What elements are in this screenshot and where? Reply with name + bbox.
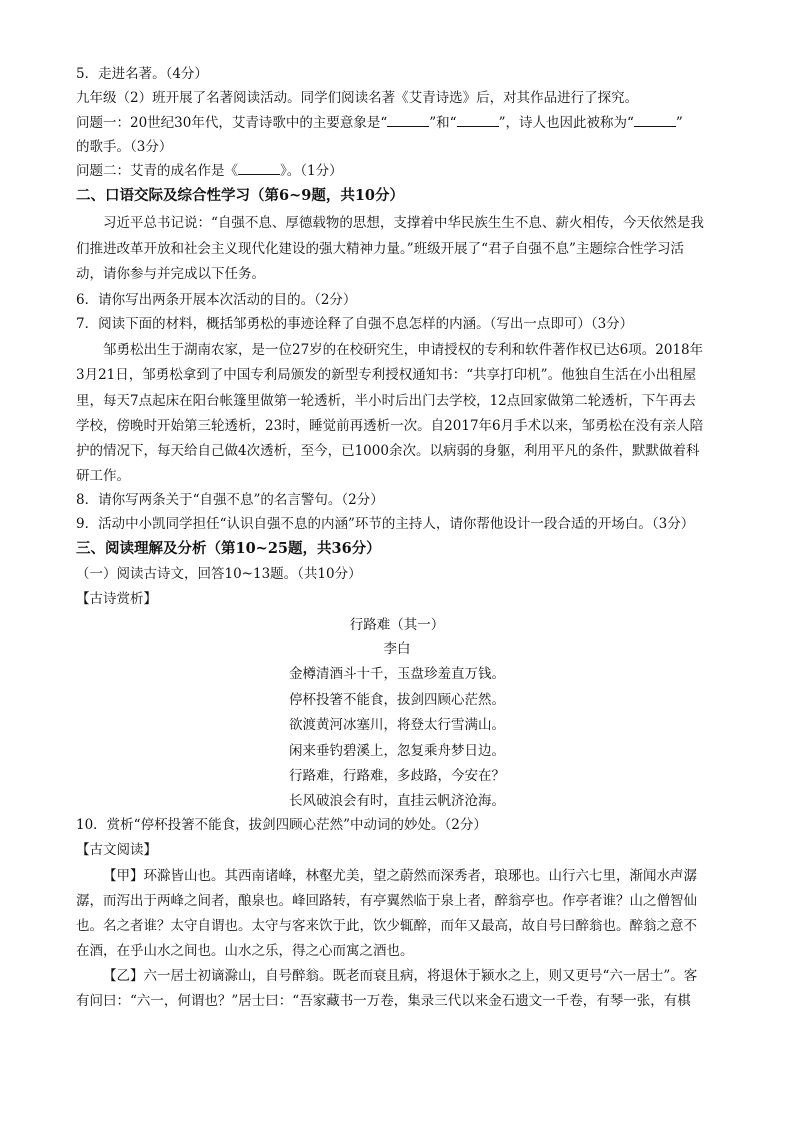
answer-blank-4[interactable] [238, 160, 280, 175]
q5-problem1 [76, 111, 726, 135]
jia-line: 【甲】环滁皆山也。其西南诸峰，林壑尤美，望之蔚然而深秀者，琅琊也。山行六七里，渐闻水声潺 [103, 868, 697, 884]
q7-material-line: 研工作。 [76, 468, 130, 484]
poem-line: 停杯投箸不能食，拔剑四顾心茫然。 [289, 692, 505, 708]
poem-line: 欲渡黄河冰塞川，将登太行雪满山。 [289, 717, 505, 733]
poem-line: 行路难，行路难，多歧路，今安在？ [289, 768, 505, 784]
answer-blank-1[interactable] [387, 112, 429, 127]
q9: 9．活动中小凯同学担任“认识自强不息的内涵”环节的主持人，请你帮他设计一段合适的开场白。（3分） [76, 516, 695, 532]
q7-material-line: 护的情况下，每天给自己做4次透析，至今，已1000余次。以病弱的身躯，利用平凡的条件，默默做着科 [76, 443, 700, 459]
q10: 10．赏析“停杯投箸不能食，拔剑四顾心茫然”中动词的妙处。（2分） [76, 817, 487, 833]
q5-problem1-cont: 的歌手。（3分） [76, 139, 173, 155]
poem-author: 李白 [383, 641, 411, 657]
poem-line: 闲来垂钓碧溪上，忽复乘舟梦日边。 [289, 743, 505, 759]
section3-part1: （一）阅读古诗文，回答10~13题。（共10分） [76, 566, 362, 582]
q5-problem2 [76, 159, 726, 183]
q5-p1-text-a: 问题一：20世纪30年代，艾青诗歌中的主要意象是“ [76, 115, 388, 131]
jia-line: 在酒，在乎山水之间也。山水之乐，得之心而寓之酒也。 [76, 943, 414, 959]
answer-blank-3[interactable] [634, 112, 676, 127]
q7-material-line: 学校，傍晚时开始第三轮透析，23时，睡觉前再透析一次。自2017年6月手术以来，邹勇松在没有亲人陪 [76, 418, 704, 434]
section2-heading: 二、口语交际及综合性学习（第6~9题，共10分） [76, 187, 405, 204]
q7-material-line: 里，每天7点起床在阳台帐篷里做第一轮透析，半小时后出门去学校，12点回家做第二轮透析，下午再去 [76, 393, 696, 409]
poem-title: 行路难（其一） [349, 617, 445, 633]
q5-p1-text-b: ”和“ [429, 115, 457, 131]
section2-intro-line: 习近平总书记说：“自强不息、厚德载物的思想，支撑着中华民族生生不息、薪火相传，今天依然是我 [103, 215, 704, 231]
yi-line: 有问曰：“六一，何谓也？”居士曰：“吾家藏书一万卷，集录三代以来金石遗文一千卷，有琴一张，有棋 [76, 993, 691, 1009]
poem-line: 长风破浪会有时，直挂云帆济沧海。 [289, 793, 505, 809]
q5-p1-text-c: ”，诗人也因此被称为“ [498, 115, 634, 131]
poem-label: 【古诗赏析】 [76, 591, 157, 607]
section2-intro-line: 动，请你参与并完成以下任务。 [76, 266, 265, 282]
prose-label: 【古文阅读】 [76, 842, 157, 858]
poem-line: 金樽清酒斗十千，玉盘珍羞直万钱。 [289, 666, 505, 682]
q5-p2-text-b: 》。（1分） [280, 163, 343, 179]
q5-intro: 九年级（2）班开展了名著阅读活动。同学们阅读名著《艾青诗选》后，对其作品进行了探究。 [76, 90, 639, 106]
q7-material-line: 3月21日，邹勇松拿到了中国专利局颁发的新型专利授权通知书：“共享打印机”。他独自生活在小出租屋 [76, 367, 697, 383]
yi-line: 【乙】六一居士初谪滁山，自号醉翁。既老而衰且病，将退休于颍水之上，则又更号“六一居士”。客 [103, 968, 698, 984]
q5-p1-text-d: ” [675, 115, 683, 131]
section2-intro-line: 们推进改革开放和社会主义现代化建设的强大精神力量。”班级开展了“君子自强不息”主题综合性学习活 [76, 241, 684, 257]
q5-title: 5．走进名著。（4分） [76, 66, 208, 82]
q7-material-line: 邹勇松出生于湖南农家，是一位27岁的在校研究生，申请授权的专利和软件著作权已达6项。2018年 [103, 342, 704, 358]
jia-line: 也。名之者谁？太守自谓也。太守与客来饮于此，饮少辄醉，而年又最高，故自号曰醉翁也。醉翁之意不 [76, 918, 697, 934]
answer-blank-2[interactable] [457, 112, 499, 127]
q7: 7．阅读下面的材料，概括邹勇松的事迹诠释了自强不息怎样的内涵。（写出一点即可）（3分） [76, 316, 634, 332]
q5-p2-text-a: 问题二：艾青的成名作是《 [76, 163, 238, 179]
section3-heading: 三、阅读理解及分析（第10~25题，共36分） [76, 540, 381, 557]
jia-line: 潺，而泻出于两峰之间者，酿泉也。峰回路转，有亭翼然临于泉上者，醉翁亭也。作亭者谁？山之僧智仙 [76, 893, 697, 909]
q6: 6．请你写出两条开展本次活动的目的。（2分） [76, 292, 357, 308]
q8: 8．请你写两条关于“自强不息”的名言警句。（2分） [76, 492, 384, 508]
